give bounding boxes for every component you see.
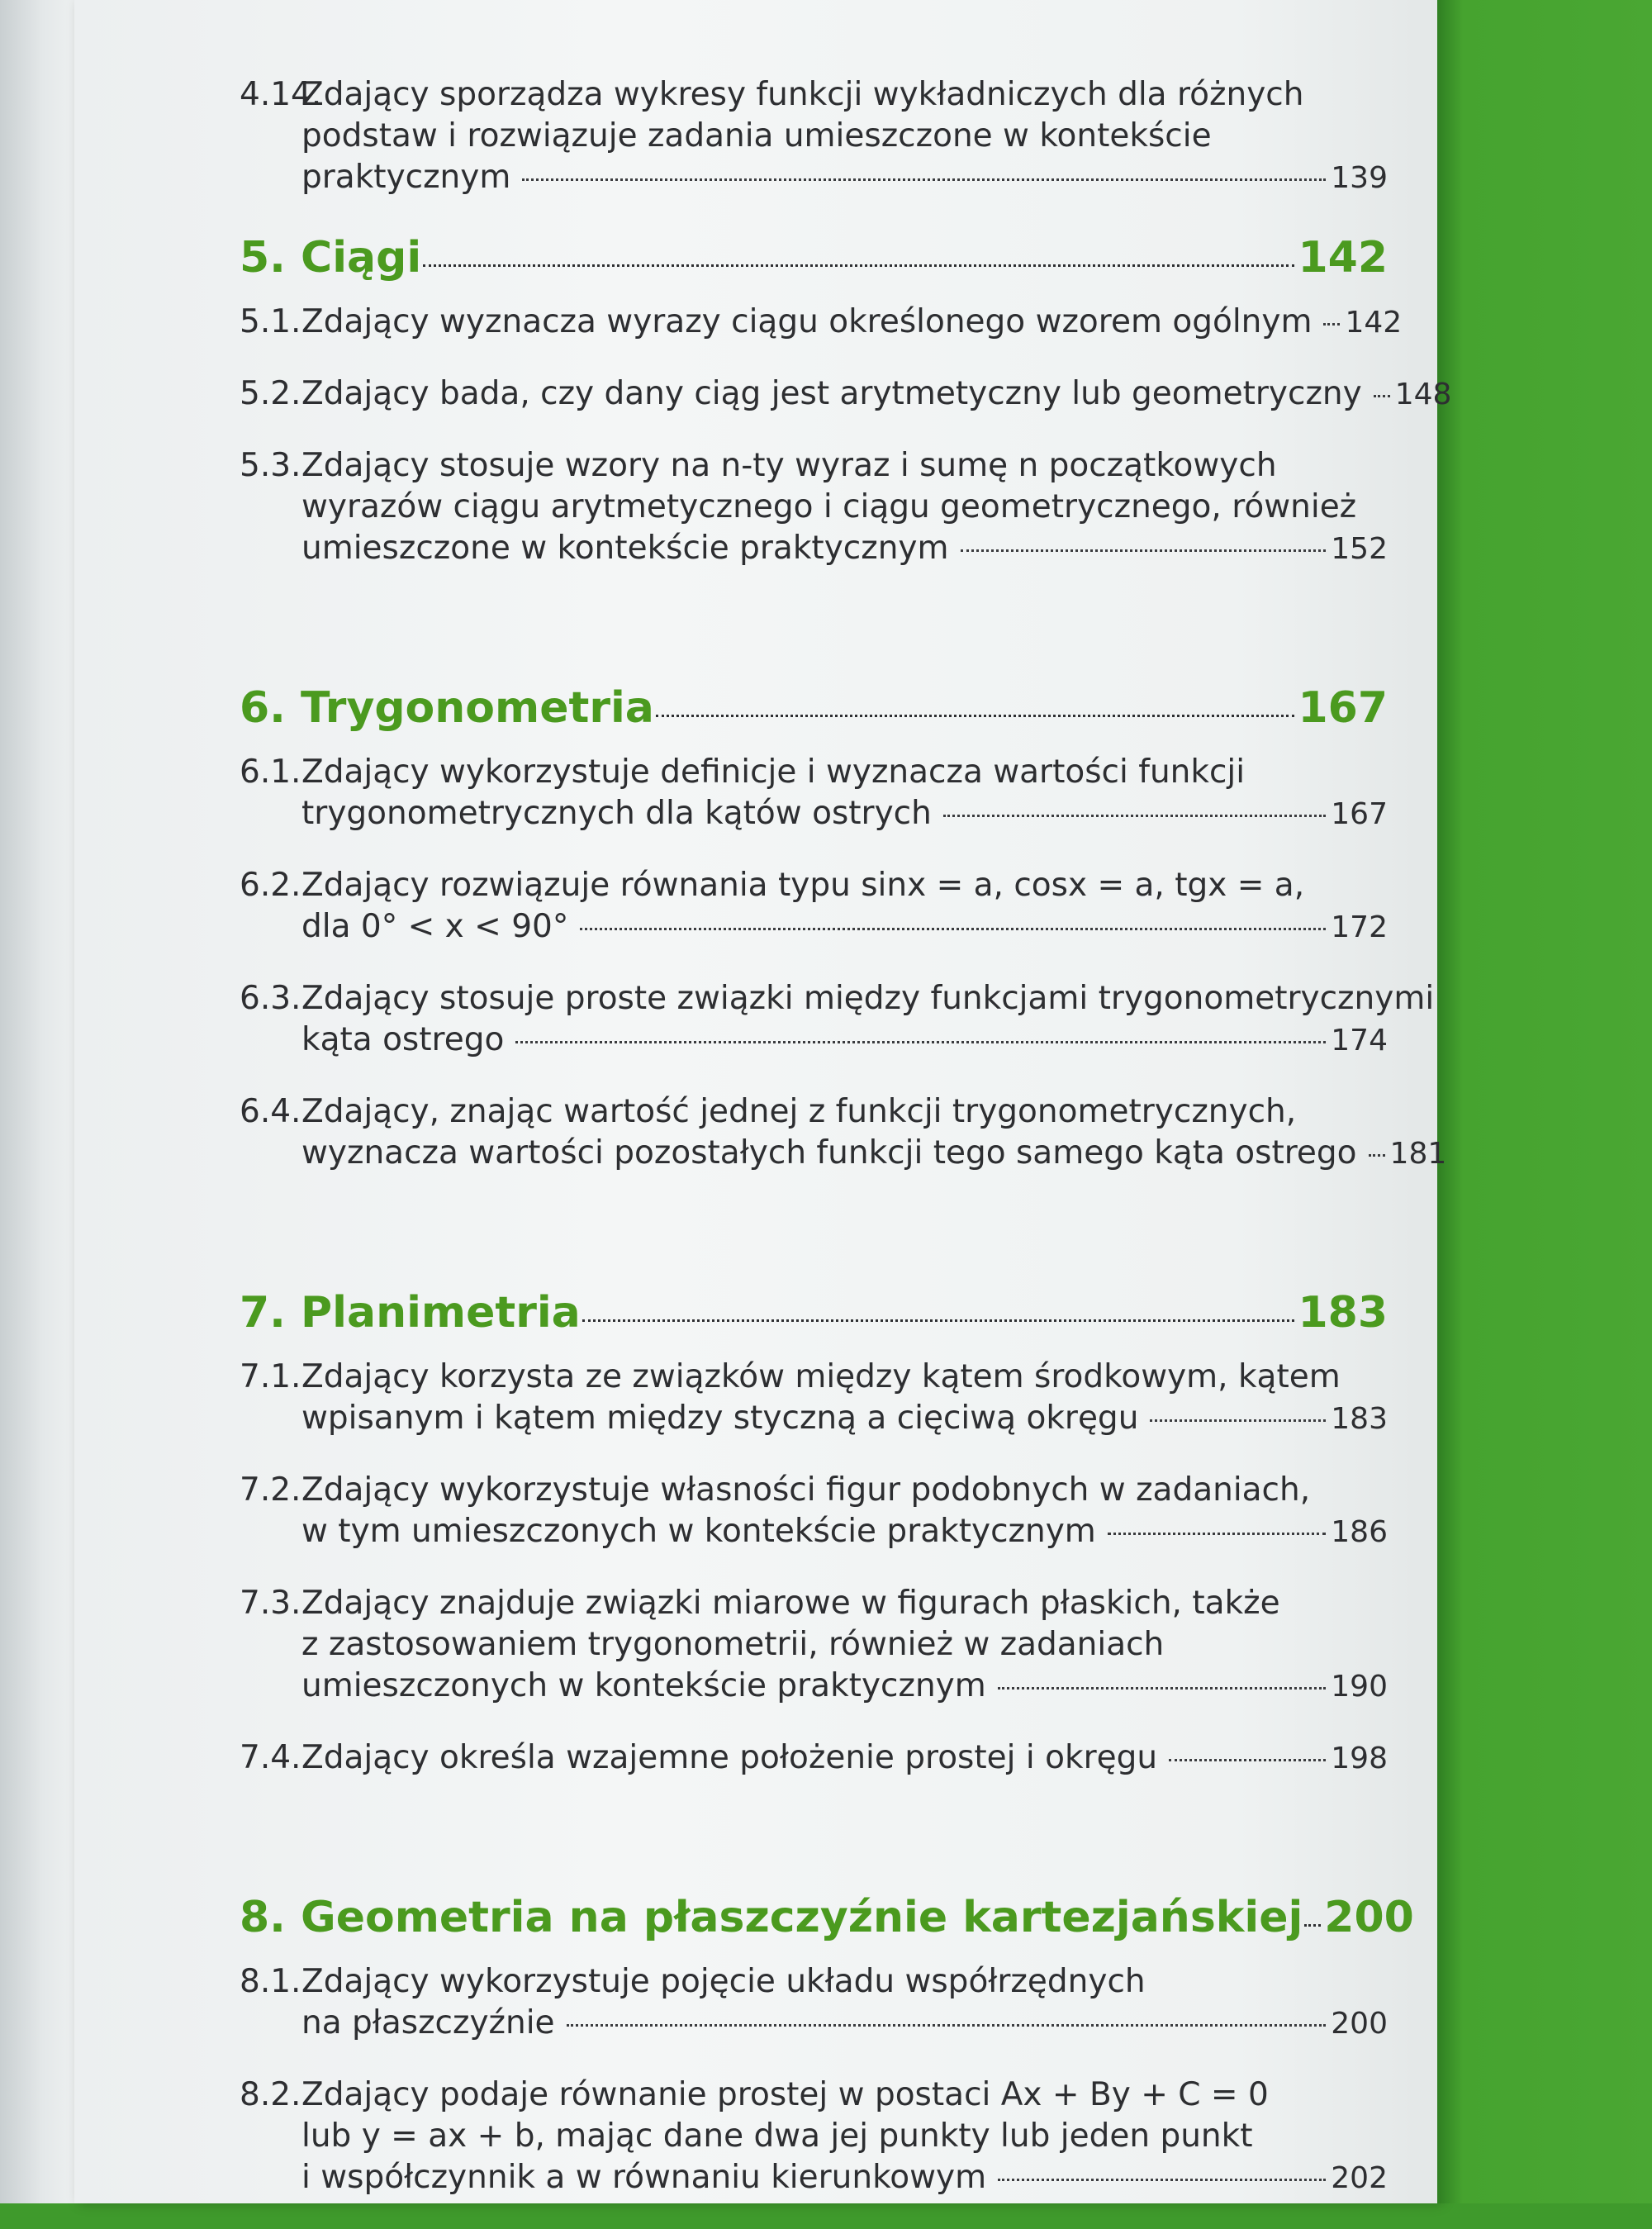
entry-text-line: Zdający stosuje proste związki między funkcjami trygonometrycznymi — [301, 980, 1435, 1017]
toc-entry-6-4[interactable] — [240, 1091, 1447, 1175]
dot-leader — [582, 1319, 1295, 1322]
entry-text-line: podstaw i rozwiązuje zadania umieszczone w kontekście — [301, 117, 1212, 154]
entry-text-line: trygonometrycznych dla kątów ostrych — [301, 795, 932, 832]
chapter-page-number: 200 — [1324, 1893, 1414, 1942]
toc-entry-8-1[interactable] — [240, 1961, 1388, 2045]
entry-number: 8.1. — [240, 1963, 301, 2000]
table-of-contents — [240, 74, 1452, 2229]
entry-number: 6.4. — [240, 1093, 301, 1130]
page-number: 174 — [1331, 1024, 1388, 1057]
chapter-heading-6[interactable] — [240, 682, 1388, 734]
dot-leader — [1369, 1154, 1385, 1157]
toc-entry-6-1[interactable] — [240, 752, 1388, 835]
chapter-title: 8. Geometria na płaszczyźnie kartezjańskiej — [240, 1893, 1303, 1942]
entry-text-line: i współczynnik a w równaniu kierunkowym — [301, 2159, 987, 2196]
page-number: 186 — [1331, 1515, 1388, 1549]
toc-entry-7-3[interactable] — [240, 1583, 1388, 1708]
page-number: 152 — [1331, 532, 1388, 566]
toc-entry-5-2[interactable] — [240, 373, 1452, 416]
entry-text-line: z zastosowaniem trygonometrii, również w zadaniach — [301, 1626, 1165, 1663]
entry-number: 6.3. — [240, 980, 301, 1017]
page-number: 148 — [1394, 378, 1452, 411]
dot-leader — [1150, 1419, 1326, 1422]
chapter-title: 7. Planimetria — [240, 1288, 581, 1338]
entry-text-line: Zdający wykorzystuje własności figur podobnych w zadaniach, — [301, 1471, 1311, 1509]
dot-leader — [1304, 1924, 1321, 1927]
entry-number: 7.1. — [240, 1358, 301, 1395]
entry-text-line: umieszczone w kontekście praktycznym — [301, 530, 949, 567]
toc-entry-8-2[interactable] — [240, 2075, 1388, 2199]
chapter-page-number: 167 — [1298, 683, 1388, 733]
toc-entry-5-1[interactable] — [240, 302, 1403, 344]
toc-entry-5-3[interactable] — [240, 445, 1388, 570]
page-number: 172 — [1331, 910, 1388, 944]
dot-leader — [943, 815, 1326, 817]
entry-text-line: Zdający sporządza wykresy funkcji wykładniczych dla różnych — [301, 76, 1304, 113]
page-number: 200 — [1331, 2007, 1388, 2041]
entry-text-line: Zdający bada, czy dany ciąg jest arytmetyczny lub geometryczny — [301, 375, 1362, 412]
entry-text-line: wyznacza wartości pozostałych funkcji tego samego kąta ostrego — [301, 1134, 1357, 1172]
toc-entry-7-1[interactable] — [240, 1357, 1388, 1440]
dot-leader — [423, 264, 1294, 267]
chapter-page-number: 183 — [1298, 1288, 1388, 1338]
entry-text-line: Zdający wykorzystuje definicje i wyznacza wartości funkcji — [301, 753, 1246, 791]
entry-number: 5.2. — [240, 375, 301, 412]
toc-entry-7-4[interactable] — [240, 1737, 1388, 1780]
dot-leader — [522, 178, 1326, 181]
dot-leader — [1169, 1759, 1326, 1761]
chapter-title: 6. Trygonometria — [240, 683, 654, 733]
entry-text-line: Zdający podaje równanie prostej w postaci Ax + By + C = 0 — [301, 2076, 1269, 2113]
chapter-title: 5. Ciągi — [240, 233, 422, 283]
toc-entry-6-3[interactable] — [240, 978, 1435, 1062]
chapter-page-number: 142 — [1298, 233, 1388, 283]
chapter-heading-5[interactable] — [240, 232, 1388, 283]
page-gutter-shadow — [0, 0, 78, 2203]
entry-number: 8.2. — [240, 2076, 301, 2113]
dot-leader — [656, 715, 1295, 717]
page-number: 142 — [1345, 306, 1403, 340]
toc-entry-7-2[interactable] — [240, 1470, 1388, 1553]
entry-text-line: Zdający wykorzystuje pojęcie układu współrzędnych — [301, 1963, 1146, 2000]
entry-text-line: Zdający korzysta ze związków między kątem środkowym, kątem — [301, 1358, 1341, 1395]
toc-entry-6-2[interactable] — [240, 865, 1388, 948]
toc-entry-4-14[interactable] — [240, 74, 1388, 199]
page-number: 202 — [1331, 2161, 1388, 2195]
entry-text-line: Zdający, znając wartość jednej z funkcji trygonometrycznych, — [301, 1093, 1297, 1130]
entry-number: 6.2. — [240, 867, 301, 904]
entry-text-line: Zdający rozwiązuje równania typu sinx = a, cosx = a, tgx = a, — [301, 867, 1305, 904]
dot-leader — [580, 928, 1326, 930]
entry-text-line: Zdający wyznacza wyrazy ciągu określonego wzorem ogólnym — [301, 303, 1313, 340]
dot-leader — [1323, 323, 1340, 326]
entry-text-line: Zdający stosuje wzory na n-ty wyraz i sumę n początkowych — [301, 447, 1277, 484]
page-number: 183 — [1331, 1402, 1388, 1436]
entry-number: 4.14. — [240, 76, 322, 113]
page-number: 190 — [1331, 1670, 1388, 1704]
page-number: 167 — [1331, 797, 1388, 831]
entry-text-line: na płaszczyźnie — [301, 2004, 555, 2041]
page-number: 181 — [1389, 1137, 1447, 1171]
entry-text-line: wyrazów ciągu arytmetycznego i ciągu geometrycznego, również — [301, 488, 1357, 525]
entry-number: 7.3. — [240, 1585, 301, 1622]
entry-text-line: praktycznym — [301, 159, 511, 196]
entry-text-line: w tym umieszczonych w kontekście praktycznym — [301, 1513, 1096, 1550]
entry-number: 7.4. — [240, 1739, 301, 1776]
dot-leader — [567, 2024, 1327, 2027]
entry-text-line: umieszczonych w kontekście praktycznym — [301, 1667, 986, 1704]
page-number: 198 — [1331, 1742, 1388, 1775]
chapter-heading-8[interactable] — [240, 1892, 1414, 1943]
dot-leader — [998, 1687, 1327, 1690]
entry-number: 6.1. — [240, 753, 301, 791]
entry-number: 5.3. — [240, 447, 301, 484]
entry-text-line: Zdający określa wzajemne położenie prostej i okręgu — [301, 1739, 1158, 1776]
entry-text-line: wpisanym i kątem między styczną a cięciwą okręgu — [301, 1400, 1139, 1437]
entry-text-line: kąta ostrego — [301, 1021, 505, 1058]
green-background — [1437, 0, 1652, 2203]
page-number: 139 — [1331, 161, 1388, 195]
dot-leader — [998, 2179, 1326, 2181]
entry-text-line: Zdający znajduje związki miarowe w figurach płaskich, także — [301, 1585, 1280, 1622]
entry-number: 7.2. — [240, 1471, 301, 1509]
dot-leader — [1108, 1533, 1326, 1535]
chapter-heading-7[interactable] — [240, 1287, 1388, 1338]
dot-leader — [1374, 395, 1390, 397]
dot-leader — [961, 549, 1327, 552]
entry-text-line: dla 0° < x < 90° — [301, 908, 569, 945]
dot-leader — [515, 1041, 1326, 1043]
entry-number: 5.1. — [240, 303, 301, 340]
entry-text-line: lub y = ax + b, mając dane dwa jej punkty lub jeden punkt — [301, 2117, 1253, 2155]
